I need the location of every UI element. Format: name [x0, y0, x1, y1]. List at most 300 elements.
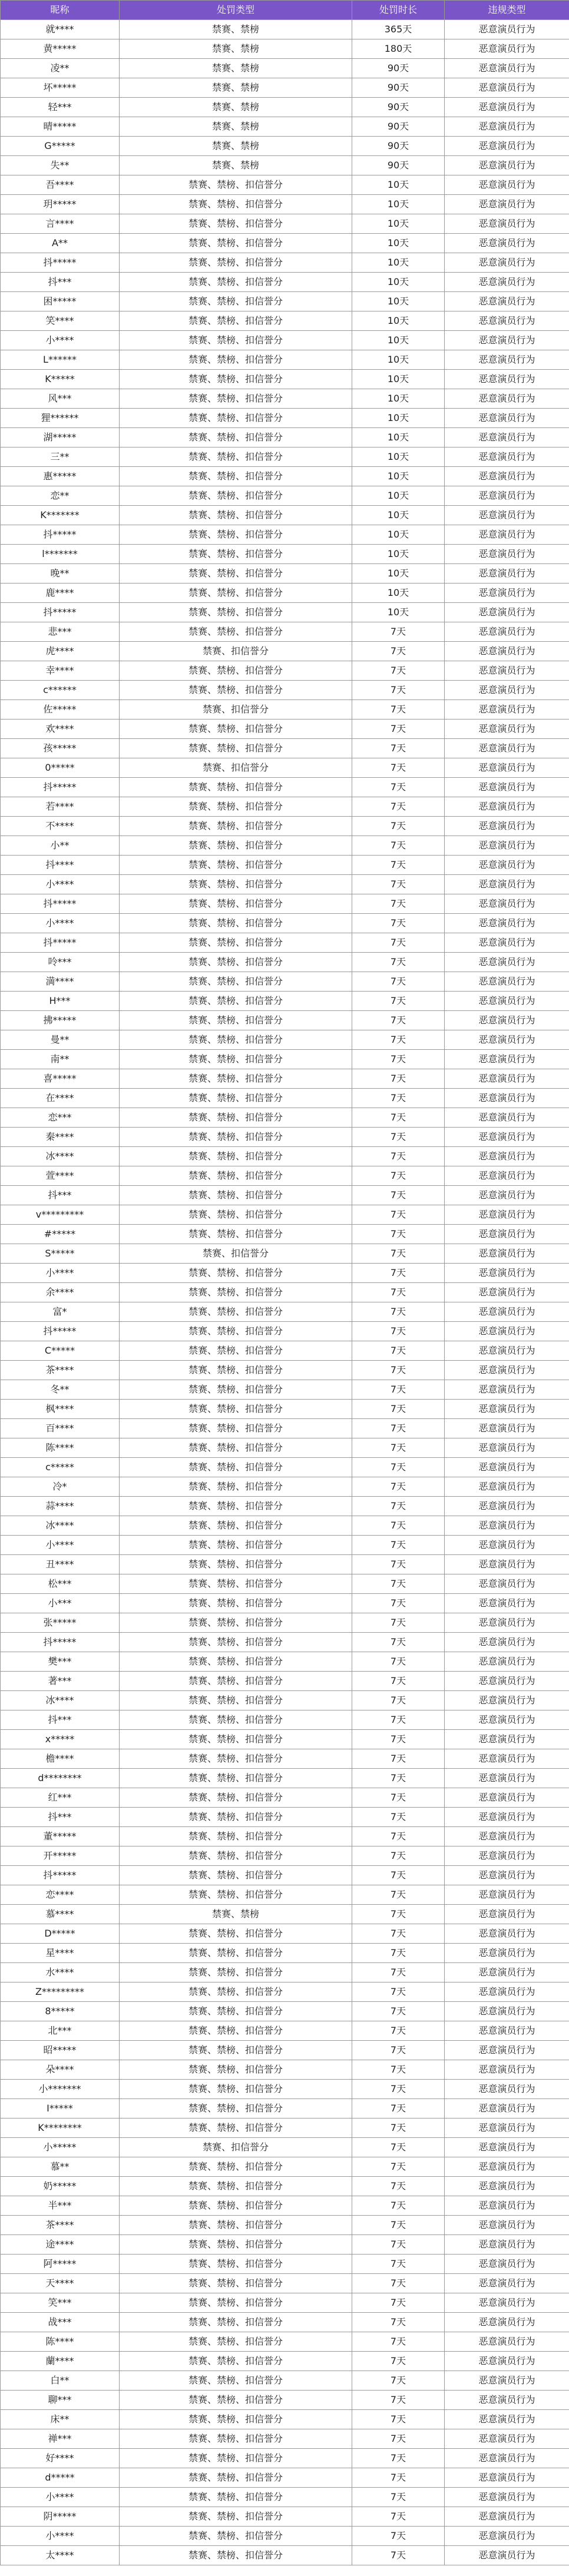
table-row: [1, 350, 569, 370]
cell-penalty-duration: 10天: [352, 195, 445, 214]
cell-penalty-type: 禁赛、禁榜、扣信誉分: [120, 1944, 352, 1963]
cell-violation-type: 恶意演员行为: [445, 992, 569, 1011]
cell-nickname: G*****: [1, 137, 120, 156]
cell-nickname: 湖*****: [1, 428, 120, 447]
cell-violation-type: 恶意演员行为: [445, 564, 569, 584]
cell-violation-type: 恶意演员行为: [445, 1710, 569, 1730]
table-row: [1, 195, 569, 214]
cell-penalty-duration: 7天: [352, 1108, 445, 1128]
table-row: [1, 1730, 569, 1749]
cell-nickname: 天****: [1, 2274, 120, 2293]
cell-penalty-type: 禁赛、禁榜、扣信誉分: [120, 2002, 352, 2021]
cell-penalty-type: 禁赛、禁榜、扣信誉分: [120, 2332, 352, 2352]
cell-nickname: 抖*****: [1, 1633, 120, 1652]
cell-penalty-duration: 7天: [352, 1730, 445, 1749]
cell-violation-type: 恶意演员行为: [445, 1380, 569, 1400]
cell-nickname: 半***: [1, 2196, 120, 2216]
cell-violation-type: 恶意演员行为: [445, 681, 569, 700]
cell-violation-type: 恶意演员行为: [445, 20, 569, 39]
cell-nickname: 在****: [1, 1089, 120, 1108]
cell-nickname: #*****: [1, 1225, 120, 1244]
cell-nickname: 战***: [1, 2313, 120, 2332]
cell-nickname: 抖***: [1, 1186, 120, 1205]
cell-penalty-duration: 7天: [352, 1322, 445, 1341]
cell-penalty-type: 禁赛、禁榜、扣信誉分: [120, 1730, 352, 1749]
cell-violation-type: 恶意演员行为: [445, 661, 569, 681]
cell-penalty-type: 禁赛、禁榜、扣信誉分: [120, 2274, 352, 2293]
cell-nickname: d********: [1, 1769, 120, 1788]
cell-penalty-type: 禁赛、禁榜、扣信誉分: [120, 1322, 352, 1341]
cell-violation-type: 恶意演员行为: [445, 175, 569, 195]
cell-penalty-duration: 7天: [352, 1672, 445, 1691]
table-row: [1, 1108, 569, 1128]
cell-violation-type: 恶意演员行为: [445, 1730, 569, 1749]
cell-nickname: 百****: [1, 1419, 120, 1438]
cell-nickname: 蘭****: [1, 2352, 120, 2371]
cell-violation-type: 恶意演员行为: [445, 2449, 569, 2468]
cell-violation-type: 恶意演员行为: [445, 972, 569, 992]
cell-penalty-type: 禁赛、禁榜、扣信誉分: [120, 817, 352, 836]
cell-nickname: 开*****: [1, 1846, 120, 1866]
cell-penalty-duration: 7天: [352, 1866, 445, 1885]
cell-penalty-type: 禁赛、禁榜、扣信誉分: [120, 2119, 352, 2138]
cell-penalty-duration: 7天: [352, 2527, 445, 2546]
cell-penalty-type: 禁赛、禁榜、扣信誉分: [120, 1419, 352, 1438]
table-row: [1, 1225, 569, 1244]
cell-penalty-duration: 10天: [352, 175, 445, 195]
cell-penalty-type: 禁赛、禁榜、扣信誉分: [120, 1594, 352, 1613]
table-row: [1, 836, 569, 856]
cell-penalty-duration: 7天: [352, 2371, 445, 2391]
cell-penalty-type: 禁赛、扣信誉分: [120, 1244, 352, 1264]
cell-nickname: 红***: [1, 1788, 120, 1808]
table-row: [1, 253, 569, 273]
cell-nickname: 抖****: [1, 856, 120, 875]
table-row: [1, 1380, 569, 1400]
cell-nickname: 风***: [1, 389, 120, 409]
cell-violation-type: 恶意演员行为: [445, 1225, 569, 1244]
cell-nickname: 张*****: [1, 1613, 120, 1633]
cell-penalty-type: 禁赛、禁榜、扣信誉分: [120, 875, 352, 894]
cell-penalty-type: 禁赛、禁榜、扣信誉分: [120, 311, 352, 331]
cell-penalty-type: 禁赛、禁榜、扣信誉分: [120, 1089, 352, 1108]
table-row: [1, 292, 569, 311]
cell-penalty-duration: 7天: [352, 720, 445, 739]
table-row: [1, 156, 569, 175]
cell-violation-type: 恶意演员行为: [445, 137, 569, 156]
table-row: [1, 1963, 569, 1982]
cell-penalty-type: 禁赛、禁榜、扣信誉分: [120, 389, 352, 409]
cell-violation-type: 恶意演员行为: [445, 1050, 569, 1069]
cell-nickname: 拂*****: [1, 1011, 120, 1030]
cell-penalty-duration: 7天: [352, 875, 445, 894]
cell-nickname: 富*: [1, 1302, 120, 1322]
cell-penalty-type: 禁赛、禁榜、扣信誉分: [120, 1400, 352, 1419]
cell-penalty-duration: 7天: [352, 2313, 445, 2332]
cell-penalty-duration: 10天: [352, 389, 445, 409]
cell-penalty-type: 禁赛、禁榜、扣信誉分: [120, 797, 352, 817]
table-body: [1, 20, 569, 2565]
cell-penalty-type: 禁赛、禁榜、扣信誉分: [120, 856, 352, 875]
cell-violation-type: 恶意演员行为: [445, 1322, 569, 1341]
table-row: [1, 39, 569, 59]
cell-penalty-type: 禁赛、禁榜、扣信誉分: [120, 1264, 352, 1283]
cell-violation-type: 恶意演员行为: [445, 467, 569, 486]
cell-penalty-duration: 7天: [352, 1982, 445, 2002]
cell-violation-type: 恶意演员行为: [445, 856, 569, 875]
table-row: [1, 758, 569, 778]
table-row: [1, 1050, 569, 1069]
cell-violation-type: 恶意演员行为: [445, 486, 569, 506]
table-row: [1, 933, 569, 953]
cell-violation-type: 恶意演员行为: [445, 195, 569, 214]
cell-nickname: 松***: [1, 1574, 120, 1594]
cell-nickname: 慕****: [1, 1905, 120, 1924]
cell-violation-type: 恶意演员行为: [445, 1108, 569, 1128]
cell-penalty-type: 禁赛、禁榜、扣信誉分: [120, 1555, 352, 1574]
cell-violation-type: 恶意演员行为: [445, 1011, 569, 1030]
cell-penalty-duration: 10天: [352, 447, 445, 467]
cell-nickname: 禅***: [1, 2429, 120, 2449]
cell-penalty-duration: 7天: [352, 2177, 445, 2196]
cell-penalty-type: 禁赛、禁榜、扣信誉分: [120, 1788, 352, 1808]
cell-violation-type: 恶意演员行为: [445, 2177, 569, 2196]
cell-penalty-type: 禁赛、禁榜、扣信誉分: [120, 2546, 352, 2565]
cell-penalty-duration: 7天: [352, 2352, 445, 2371]
table-row: [1, 1613, 569, 1633]
cell-nickname: L******: [1, 350, 120, 370]
cell-penalty-duration: 7天: [352, 2002, 445, 2021]
table-header-row: [1, 1, 569, 20]
table-row: [1, 564, 569, 584]
cell-penalty-duration: 7天: [352, 2293, 445, 2313]
cell-penalty-type: 禁赛、禁榜、扣信誉分: [120, 622, 352, 642]
cell-penalty-type: 禁赛、禁榜、扣信誉分: [120, 914, 352, 933]
cell-penalty-duration: 7天: [352, 758, 445, 778]
cell-penalty-duration: 7天: [352, 1011, 445, 1030]
cell-penalty-type: 禁赛、禁榜、扣信誉分: [120, 2157, 352, 2177]
cell-violation-type: 恶意演员行为: [445, 117, 569, 137]
table-row: [1, 894, 569, 914]
cell-nickname: 奶*****: [1, 2177, 120, 2196]
cell-nickname: 小****: [1, 2488, 120, 2507]
table-row: [1, 778, 569, 797]
cell-nickname: A**: [1, 234, 120, 253]
cell-nickname: 白**: [1, 2371, 120, 2391]
cell-nickname: 小**: [1, 836, 120, 856]
cell-penalty-duration: 7天: [352, 1633, 445, 1652]
cell-penalty-type: 禁赛、禁榜、扣信誉分: [120, 1769, 352, 1788]
cell-nickname: 太****: [1, 2546, 120, 2565]
cell-penalty-type: 禁赛、禁榜、扣信誉分: [120, 1205, 352, 1225]
cell-penalty-duration: 7天: [352, 1516, 445, 1536]
cell-penalty-duration: 7天: [352, 681, 445, 700]
cell-penalty-type: 禁赛、禁榜、扣信誉分: [120, 1283, 352, 1302]
cell-nickname: D*****: [1, 1924, 120, 1944]
cell-violation-type: 恶意演员行为: [445, 1205, 569, 1225]
cell-penalty-duration: 10天: [352, 467, 445, 486]
cell-nickname: 0*****: [1, 758, 120, 778]
table-row: [1, 1944, 569, 1963]
cell-penalty-type: 禁赛、禁榜、扣信誉分: [120, 1108, 352, 1128]
cell-nickname: 冰****: [1, 1147, 120, 1166]
cell-penalty-type: 禁赛、禁榜、扣信誉分: [120, 2429, 352, 2449]
table-row: [1, 2274, 569, 2293]
cell-violation-type: 恶意演员行为: [445, 1400, 569, 1419]
cell-penalty-type: 禁赛、禁榜、扣信誉分: [120, 1672, 352, 1691]
cell-violation-type: 恶意演员行为: [445, 603, 569, 622]
cell-violation-type: 恶意演员行为: [445, 1244, 569, 1264]
table-row: [1, 739, 569, 758]
cell-nickname: K*******: [1, 506, 120, 525]
cell-violation-type: 恶意演员行为: [445, 1846, 569, 1866]
cell-penalty-duration: 90天: [352, 98, 445, 117]
cell-penalty-type: 禁赛、禁榜、扣信誉分: [120, 1361, 352, 1380]
table-row: [1, 1769, 569, 1788]
cell-violation-type: 恶意演员行为: [445, 389, 569, 409]
cell-penalty-type: 禁赛、禁榜、扣信誉分: [120, 2488, 352, 2507]
cell-penalty-type: 禁赛、禁榜、扣信誉分: [120, 447, 352, 467]
cell-violation-type: 恶意演员行为: [445, 59, 569, 78]
cell-penalty-type: 禁赛、禁榜、扣信誉分: [120, 1827, 352, 1846]
cell-penalty-type: 禁赛、禁榜、扣信誉分: [120, 2391, 352, 2410]
cell-penalty-type: 禁赛、禁榜、扣信誉分: [120, 2449, 352, 2468]
cell-penalty-type: 禁赛、禁榜、扣信誉分: [120, 195, 352, 214]
cell-penalty-duration: 7天: [352, 894, 445, 914]
cell-penalty-duration: 7天: [352, 2041, 445, 2060]
cell-penalty-duration: 7天: [352, 1885, 445, 1905]
cell-penalty-type: 禁赛、禁榜: [120, 156, 352, 175]
cell-penalty-duration: 90天: [352, 137, 445, 156]
cell-violation-type: 恶意演员行为: [445, 700, 569, 720]
cell-penalty-duration: 7天: [352, 1283, 445, 1302]
cell-penalty-type: 禁赛、禁榜、扣信誉分: [120, 2410, 352, 2429]
cell-penalty-duration: 7天: [352, 1594, 445, 1613]
cell-nickname: 悲***: [1, 622, 120, 642]
table-row: [1, 681, 569, 700]
table-row: [1, 1982, 569, 2002]
cell-penalty-duration: 7天: [352, 1846, 445, 1866]
cell-penalty-duration: 10天: [352, 409, 445, 428]
cell-violation-type: 恶意演员行为: [445, 2080, 569, 2099]
table-row: [1, 1827, 569, 1846]
cell-penalty-type: 禁赛、禁榜、扣信誉分: [120, 253, 352, 273]
table-row: [1, 992, 569, 1011]
table-row: [1, 2527, 569, 2546]
table-row: [1, 1283, 569, 1302]
cell-penalty-duration: 7天: [352, 1225, 445, 1244]
cell-penalty-duration: 7天: [352, 1613, 445, 1633]
table-row: [1, 370, 569, 389]
cell-nickname: 蒜****: [1, 1497, 120, 1516]
cell-penalty-duration: 365天: [352, 20, 445, 39]
header-nickname: 昵称: [1, 1, 120, 20]
cell-penalty-type: 禁赛、禁榜、扣信誉分: [120, 2235, 352, 2255]
table-row: [1, 311, 569, 331]
cell-nickname: 困*****: [1, 292, 120, 311]
cell-penalty-duration: 7天: [352, 1205, 445, 1225]
cell-penalty-type: 禁赛、禁榜、扣信誉分: [120, 1147, 352, 1166]
cell-nickname: 喜*****: [1, 1069, 120, 1089]
cell-penalty-type: 禁赛、禁榜、扣信誉分: [120, 1691, 352, 1710]
cell-violation-type: 恶意演员行为: [445, 1827, 569, 1846]
cell-penalty-duration: 7天: [352, 2449, 445, 2468]
cell-penalty-type: 禁赛、禁榜、扣信誉分: [120, 1846, 352, 1866]
cell-violation-type: 恶意演员行为: [445, 836, 569, 856]
cell-violation-type: 恶意演员行为: [445, 1341, 569, 1361]
cell-penalty-duration: 90天: [352, 117, 445, 137]
cell-nickname: 董*****: [1, 1827, 120, 1846]
cell-penalty-type: 禁赛、禁榜、扣信誉分: [120, 1866, 352, 1885]
cell-penalty-type: 禁赛、禁榜、扣信誉分: [120, 2527, 352, 2546]
cell-nickname: 晚**: [1, 564, 120, 584]
cell-nickname: 晴*****: [1, 117, 120, 137]
cell-violation-type: 恶意演员行为: [445, 506, 569, 525]
cell-violation-type: 恶意演员行为: [445, 1924, 569, 1944]
table-row: [1, 2410, 569, 2429]
cell-penalty-duration: 7天: [352, 700, 445, 720]
cell-violation-type: 恶意演员行为: [445, 1905, 569, 1924]
cell-penalty-duration: 10天: [352, 350, 445, 370]
cell-violation-type: 恶意演员行为: [445, 1283, 569, 1302]
cell-nickname: 失**: [1, 156, 120, 175]
cell-penalty-duration: 7天: [352, 1769, 445, 1788]
cell-penalty-duration: 7天: [352, 2099, 445, 2119]
table-row: [1, 2138, 569, 2157]
cell-penalty-type: 禁赛、禁榜、扣信誉分: [120, 486, 352, 506]
cell-penalty-type: 禁赛、禁榜、扣信誉分: [120, 2060, 352, 2080]
cell-violation-type: 恶意演员行为: [445, 2099, 569, 2119]
cell-nickname: C*****: [1, 1341, 120, 1361]
cell-penalty-type: 禁赛、禁榜、扣信誉分: [120, 720, 352, 739]
cell-violation-type: 恶意演员行为: [445, 1788, 569, 1808]
table-row: [1, 1128, 569, 1147]
cell-violation-type: 恶意演员行为: [445, 1128, 569, 1147]
cell-violation-type: 恶意演员行为: [445, 584, 569, 603]
cell-violation-type: 恶意演员行为: [445, 1672, 569, 1691]
table-row: [1, 2060, 569, 2080]
table-row: [1, 1633, 569, 1652]
cell-violation-type: 恶意演员行为: [445, 2060, 569, 2080]
cell-penalty-type: 禁赛、禁榜、扣信誉分: [120, 739, 352, 758]
cell-penalty-type: 禁赛、禁榜、扣信誉分: [120, 214, 352, 234]
cell-violation-type: 恶意演员行为: [445, 953, 569, 972]
cell-penalty-type: 禁赛、禁榜、扣信誉分: [120, 2021, 352, 2041]
cell-nickname: 床**: [1, 2410, 120, 2429]
cell-nickname: 凌**: [1, 59, 120, 78]
cell-nickname: 轻***: [1, 98, 120, 117]
table-row: [1, 117, 569, 137]
cell-penalty-duration: 7天: [352, 2546, 445, 2565]
cell-nickname: 幸****: [1, 661, 120, 681]
cell-nickname: 萱****: [1, 1166, 120, 1186]
table-row: [1, 1866, 569, 1885]
table-row: [1, 797, 569, 817]
cell-violation-type: 恶意演员行为: [445, 933, 569, 953]
cell-nickname: 昭*****: [1, 2041, 120, 2060]
cell-violation-type: 恶意演员行为: [445, 1438, 569, 1458]
cell-nickname: 鹿****: [1, 584, 120, 603]
cell-penalty-duration: 10天: [352, 506, 445, 525]
cell-violation-type: 恶意演员行为: [445, 2157, 569, 2177]
cell-penalty-type: 禁赛、禁榜、扣信誉分: [120, 1536, 352, 1555]
table-row: [1, 661, 569, 681]
table-row: [1, 1905, 569, 1924]
cell-nickname: 聊***: [1, 2391, 120, 2410]
cell-penalty-duration: 7天: [352, 2429, 445, 2449]
cell-violation-type: 恶意演员行为: [445, 1186, 569, 1205]
cell-violation-type: 恶意演员行为: [445, 1633, 569, 1652]
cell-penalty-duration: 7天: [352, 1400, 445, 1419]
cell-penalty-type: 禁赛、禁榜、扣信誉分: [120, 584, 352, 603]
table-row: [1, 1555, 569, 1574]
cell-nickname: 笑***: [1, 2293, 120, 2313]
cell-penalty-type: 禁赛、禁榜、扣信誉分: [120, 1186, 352, 1205]
table-row: [1, 1030, 569, 1050]
cell-penalty-duration: 7天: [352, 933, 445, 953]
cell-penalty-type: 禁赛、禁榜、扣信誉分: [120, 2352, 352, 2371]
cell-penalty-type: 禁赛、禁榜、扣信誉分: [120, 234, 352, 253]
table-row: [1, 59, 569, 78]
table-row: [1, 1594, 569, 1613]
table-row: [1, 2391, 569, 2410]
table-row: [1, 331, 569, 350]
table-row: [1, 2449, 569, 2468]
cell-violation-type: 恶意演员行为: [445, 2293, 569, 2313]
cell-nickname: 抖***: [1, 273, 120, 292]
cell-penalty-type: 禁赛、禁榜、扣信誉分: [120, 1458, 352, 1477]
cell-penalty-duration: 10天: [352, 603, 445, 622]
cell-violation-type: 恶意演员行为: [445, 214, 569, 234]
cell-violation-type: 恶意演员行为: [445, 1166, 569, 1186]
cell-penalty-type: 禁赛、禁榜、扣信誉分: [120, 1128, 352, 1147]
cell-violation-type: 恶意演员行为: [445, 1030, 569, 1050]
cell-violation-type: 恶意演员行为: [445, 1419, 569, 1438]
cell-violation-type: 恶意演员行为: [445, 78, 569, 98]
cell-penalty-duration: 10天: [352, 214, 445, 234]
cell-violation-type: 恶意演员行为: [445, 1944, 569, 1963]
cell-nickname: 欢****: [1, 720, 120, 739]
cell-penalty-type: 禁赛、禁榜、扣信誉分: [120, 2507, 352, 2527]
cell-nickname: 抖*****: [1, 1866, 120, 1885]
cell-penalty-duration: 7天: [352, 1186, 445, 1205]
cell-penalty-type: 禁赛、禁榜、扣信誉分: [120, 2099, 352, 2119]
cell-nickname: c******: [1, 681, 120, 700]
cell-violation-type: 恶意演员行为: [445, 2468, 569, 2488]
cell-penalty-duration: 7天: [352, 778, 445, 797]
cell-violation-type: 恶意演员行为: [445, 2274, 569, 2293]
cell-nickname: 曼**: [1, 1030, 120, 1050]
cell-nickname: K********: [1, 2119, 120, 2138]
cell-penalty-type: 禁赛、扣信誉分: [120, 758, 352, 778]
cell-penalty-type: 禁赛、禁榜、扣信誉分: [120, 2080, 352, 2099]
header-violation-type: 违规类型: [445, 1, 569, 20]
cell-violation-type: 恶意演员行为: [445, 1963, 569, 1982]
cell-penalty-duration: 10天: [352, 311, 445, 331]
cell-nickname: v*********: [1, 1205, 120, 1225]
table-row: [1, 2546, 569, 2565]
cell-nickname: 呤***: [1, 953, 120, 972]
cell-violation-type: 恶意演员行为: [445, 778, 569, 797]
table-row: [1, 875, 569, 894]
cell-violation-type: 恶意演员行为: [445, 1069, 569, 1089]
table-row: [1, 914, 569, 933]
cell-violation-type: 恶意演员行为: [445, 2527, 569, 2546]
cell-nickname: 孩*****: [1, 739, 120, 758]
cell-nickname: 抖*****: [1, 778, 120, 797]
table-row: [1, 2080, 569, 2099]
table-row: [1, 856, 569, 875]
